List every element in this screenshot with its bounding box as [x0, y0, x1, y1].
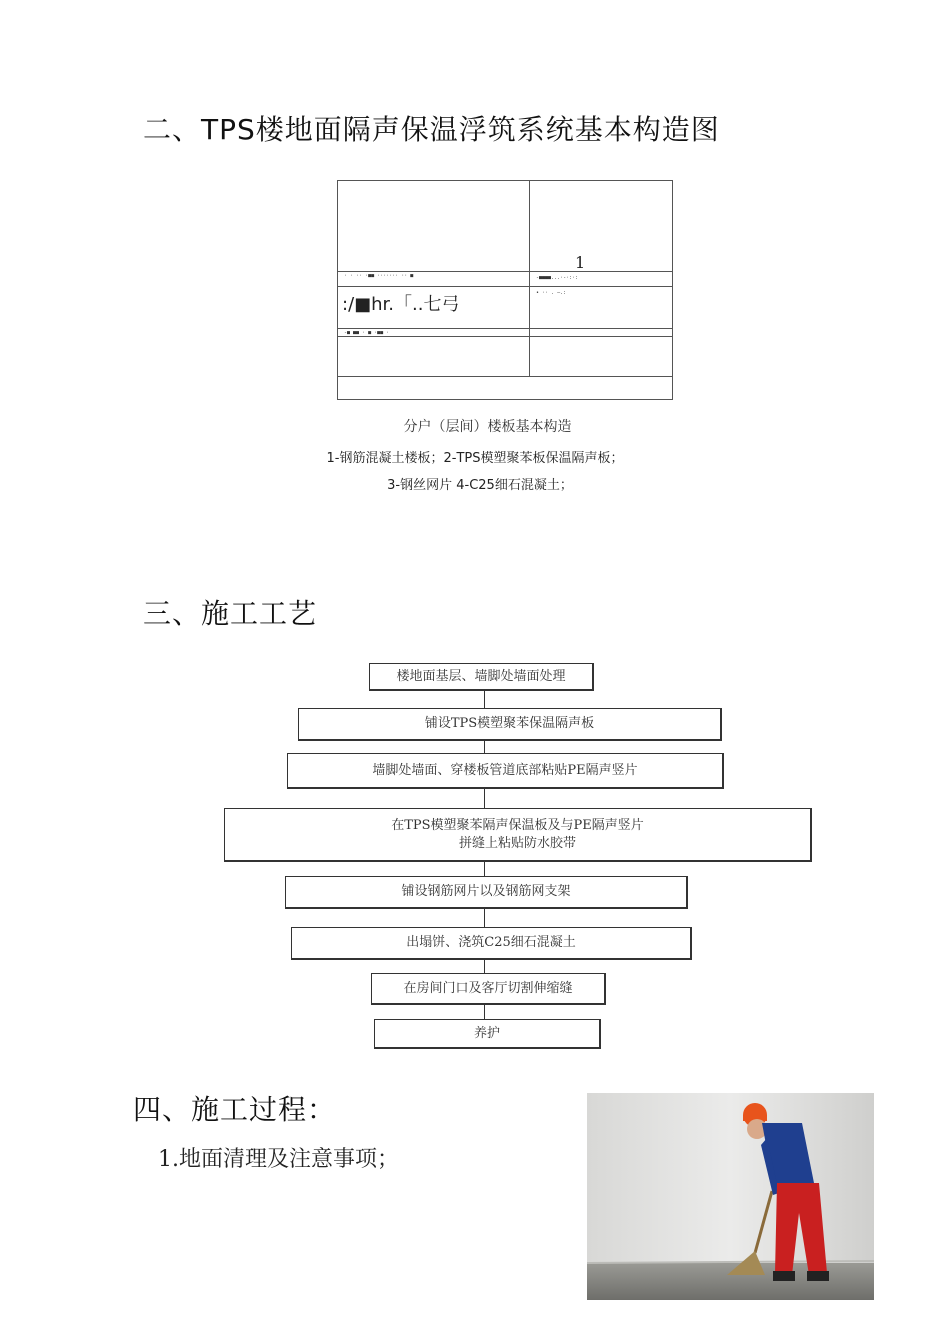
flow-step-2-text: 铺设TPS模塑聚苯保温隔声板 [424, 716, 595, 731]
flow-step-7 [371, 973, 606, 1005]
worker-shoe-right [807, 1271, 829, 1281]
diagram-label-1: 1 [575, 253, 586, 272]
flow-step-3 [287, 753, 724, 789]
section-4-subheading: 1.地面清理及注意事项； [158, 1147, 399, 1172]
diagram-caption: 分户（层间）楼板基本构造 [403, 419, 572, 435]
flow-connector [484, 960, 485, 973]
photo-wall [587, 1093, 874, 1268]
floor-construction-diagram [337, 180, 673, 400]
flow-connector [484, 909, 485, 927]
flow-step-7-text: 在房间门口及客厅切割伸缩缝 [403, 980, 573, 996]
flow-connector [484, 691, 485, 708]
diagram-small-text-right: -■■■■...·-·:·: [536, 275, 579, 281]
flow-step-4-text-line-2: 拼缝上粘贴防水胶带 [458, 835, 576, 851]
photo-illustration [587, 1093, 874, 1300]
diagram-line-3 [338, 328, 672, 329]
worker-shoe-left [773, 1271, 795, 1281]
photo-floor [587, 1263, 874, 1300]
flow-connector [484, 789, 485, 808]
flow-step-6 [291, 927, 692, 960]
flow-step-8 [374, 1019, 601, 1049]
flow-connector [484, 1005, 485, 1019]
section-3-heading: 三、施工工艺 [143, 597, 318, 630]
section-4-heading: 四、施工过程： [133, 1093, 337, 1126]
diagram-garbled-text: :/■hr.「..七弓 [342, 294, 460, 315]
flow-step-1 [369, 663, 594, 691]
flow-step-3-text: 墙脚处墙面、穿楼板管道底部粘贴PE隔声竖片 [372, 762, 638, 778]
section-2-heading: 二、TPS楼地面隔声保温浮筑系统基本构造图 [143, 113, 720, 146]
flow-step-8-text: 养护 [473, 1025, 500, 1041]
flow-step-4 [224, 808, 812, 862]
diagram-small-text-right-2: • ·· . —.: [536, 290, 567, 296]
flow-step-1-text: 楼地面基层、墙脚处墙面处理 [396, 668, 566, 684]
worker-sweeping-photo [587, 1093, 874, 1300]
diagram-line-4 [338, 336, 672, 337]
flow-step-5 [285, 876, 688, 909]
flow-step-4-text-line-1: 在TPS模塑聚苯隔声保温板及与PE隔声竖片 [391, 817, 644, 833]
diagram-small-text-left-2: -■ ■■ · ■ ·■■ · [344, 330, 390, 336]
diagram-line-2 [338, 286, 672, 287]
flow-connector [484, 741, 485, 753]
diagram-line-1 [338, 271, 672, 272]
flow-connector [484, 862, 485, 876]
diagram-legend-line-2: 3-钢丝网片 4-C25细石混凝土； [387, 478, 573, 493]
flow-step-6-text: 出塌饼、浇筑C25细石混凝土 [406, 935, 576, 950]
diagram-line-5 [338, 376, 672, 377]
diagram-small-text-left: · · ·· ·■■ ······· ·· ■ [344, 273, 414, 279]
flow-step-2 [298, 708, 722, 741]
diagram-legend-line-1: 1-钢筋混凝土楼板；2-TPS模塑聚苯板保温隔声板； [326, 451, 624, 466]
flow-step-5-text: 铺设钢筋网片以及钢筋网支架 [401, 884, 571, 899]
diagram-divider-vertical [529, 181, 530, 376]
